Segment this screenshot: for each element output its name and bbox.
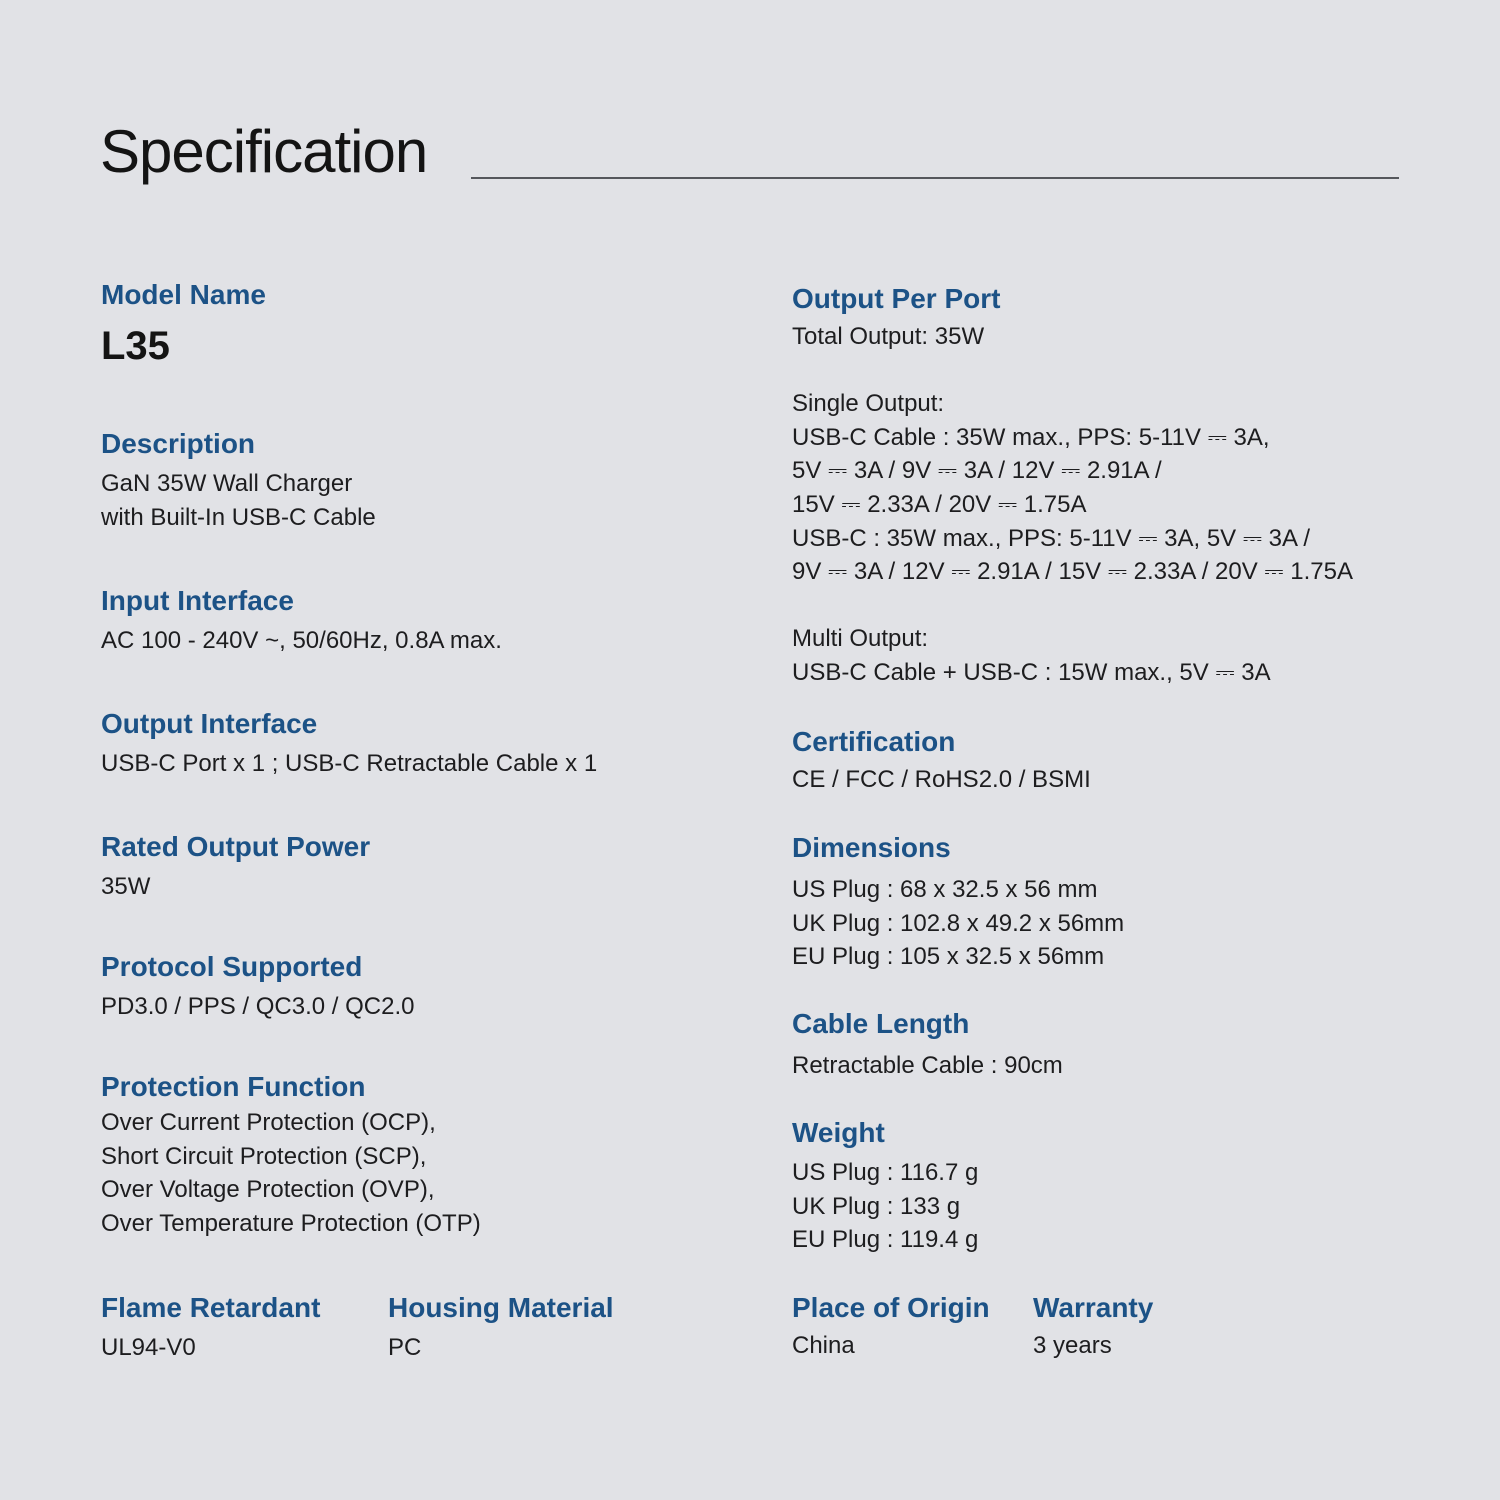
dimensions-section: [792, 831, 1124, 974]
dimensions-label: Dimensions: [792, 832, 951, 863]
cable-length-value: Retractable Cable : 90cm: [792, 1052, 1063, 1079]
cable-length-label: Cable Length: [792, 1008, 970, 1039]
output-interface-label: Output Interface: [101, 708, 318, 739]
description-line: with Built-In USB-C Cable: [101, 503, 376, 531]
single-output-line: USB-C : 35W max., PPS: 5-11V ⎓ 3A, 5V ⎓ 3A /: [792, 524, 1311, 552]
weight-line: UK Plug : 133 g: [792, 1192, 961, 1220]
cable-length-section: [792, 1007, 1063, 1083]
input-interface-section: [101, 584, 502, 658]
output-interface-section: [101, 707, 597, 781]
page-title: Specification: [100, 118, 428, 185]
protocol-label: Protocol Supported: [101, 951, 363, 982]
total-output: Total Output: 35W: [792, 323, 985, 350]
description-section: [101, 427, 376, 534]
flame-retardant-section: [101, 1291, 320, 1365]
output-per-port-label: Output Per Port: [792, 283, 1001, 314]
description-label: Description: [101, 428, 256, 459]
flame-retardant-value: UL94-V0: [101, 1334, 196, 1361]
input-interface-label: Input Interface: [101, 585, 294, 616]
certification-section: [792, 725, 1091, 797]
single-output-line: USB-C Cable : 35W max., PPS: 5-11V ⎓ 3A,: [792, 423, 1270, 451]
weight-label: Weight: [792, 1117, 885, 1148]
rated-output-label: Rated Output Power: [101, 831, 371, 862]
description-line: GaN 35W Wall Charger: [101, 470, 353, 497]
model-name-label: Model Name: [101, 279, 266, 310]
warranty-section: [1033, 1291, 1153, 1363]
output-interface-value: USB-C Port x 1 ; USB-C Retractable Cable x 1: [101, 750, 598, 777]
input-interface-value: AC 100 - 240V ~, 50/60Hz, 0.8A max.: [101, 627, 502, 654]
single-output-line: 5V ⎓ 3A / 9V ⎓ 3A / 12V ⎓ 2.91A /: [792, 457, 1162, 485]
protection-section: [101, 1070, 481, 1240]
housing-material-value: PC: [388, 1334, 422, 1361]
place-of-origin-value: China: [792, 1332, 855, 1359]
certification-value: CE / FCC / RoHS2.0 / BSMI: [792, 766, 1091, 793]
protocol-value: PD3.0 / PPS / QC3.0 / QC2.0: [101, 993, 415, 1020]
place-of-origin-section: [792, 1291, 990, 1363]
model-name-section: [101, 278, 266, 368]
warranty-value: 3 years: [1033, 1332, 1112, 1359]
protection-line: Short Circuit Protection (SCP),: [101, 1142, 427, 1170]
weight-line: US Plug : 116.7 g: [792, 1159, 979, 1186]
housing-material-section: [388, 1291, 614, 1365]
certification-label: Certification: [792, 726, 956, 757]
weight-section: [792, 1116, 978, 1257]
dimension-line: US Plug : 68 x 32.5 x 56 mm: [792, 876, 1098, 903]
multi-output-line: USB-C Cable + USB-C : 15W max., 5V ⎓ 3A: [792, 658, 1271, 686]
flame-retardant-label: Flame Retardant: [101, 1292, 321, 1323]
protection-line: Over Current Protection (OCP),: [101, 1109, 436, 1136]
protection-label: Protection Function: [101, 1071, 366, 1102]
weight-line: EU Plug : 119.4 g: [792, 1226, 979, 1254]
protocol-section: [101, 950, 414, 1024]
model-name-value: L35: [101, 324, 170, 368]
single-output-line: Single Output:: [792, 390, 945, 418]
output-per-port-section: [792, 282, 1353, 690]
single-output-line: 9V ⎓ 3A / 12V ⎓ 2.91A / 15V ⎓ 2.33A / 20V ⎓ 1.75A: [792, 558, 1353, 586]
dimension-line: EU Plug : 105 x 32.5 x 56mm: [792, 943, 1105, 971]
housing-material-label: Housing Material: [388, 1292, 614, 1323]
single-output-line: 15V ⎓ 2.33A / 20V ⎓ 1.75A: [792, 490, 1087, 518]
protection-line: Over Temperature Protection (OTP): [101, 1209, 481, 1237]
rated-output-section: [101, 830, 370, 904]
title-divider: [471, 177, 1399, 179]
warranty-label: Warranty: [1033, 1292, 1154, 1323]
rated-output-value: 35W: [101, 873, 151, 900]
place-of-origin-label: Place of Origin: [792, 1292, 990, 1323]
multi-output-line: Multi Output:: [792, 625, 929, 653]
protection-line: Over Voltage Protection (OVP),: [101, 1176, 435, 1204]
dimension-line: UK Plug : 102.8 x 49.2 x 56mm: [792, 909, 1125, 937]
